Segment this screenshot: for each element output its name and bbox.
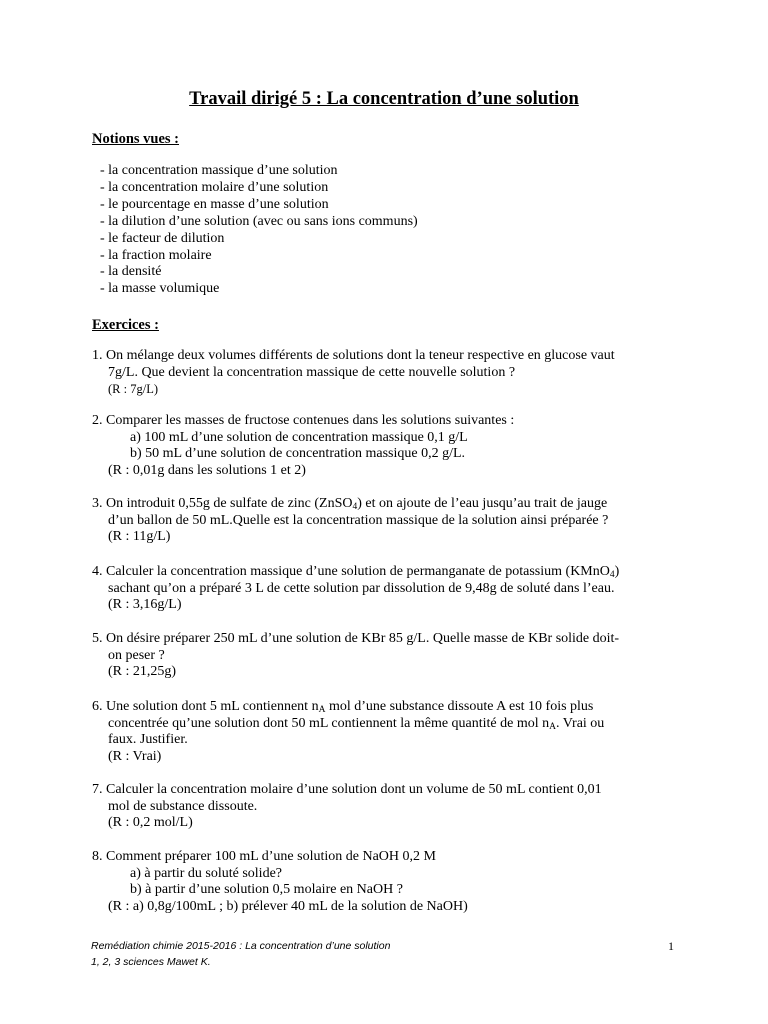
list-item: - le facteur de dilution (100, 230, 225, 246)
exercise-answer: (R : 11g/L) (108, 529, 171, 545)
exercices-heading: Exercices : (92, 317, 159, 333)
exercise-answer: (R : a) 0,8g/100mL ; b) prélever 40 mL de la solution de NaOH) (108, 898, 468, 914)
exercise-1 (92, 348, 682, 398)
exercise-2 (92, 413, 682, 479)
footer-course: Remédiation chimie 2015-2016 : La concentration d’une solution (91, 940, 391, 952)
exercise-option: b) à partir d’une solution 0,5 molaire en NaOH ? (130, 882, 403, 898)
list-item: - la masse volumique (100, 281, 220, 297)
exercise-3 (92, 496, 682, 546)
exercise-text: 4. Calculer la concentration massique d’une solution de permanganate de potassium (KMnO$_4$) (92, 564, 620, 580)
exercise-answer: (R : 21,25g) (108, 664, 177, 680)
page-title: Travail dirigé 5 : La concentration d’une solution (189, 89, 579, 109)
footer-author: 1, 2, 3 sciences Mawet K. (91, 956, 211, 968)
exercise-text: mol de substance dissoute. (108, 798, 258, 814)
exercise-option: b) 50 mL d’une solution de concentration massique 0,2 g/L. (130, 446, 466, 462)
list-item: - la fraction molaire (100, 247, 212, 263)
exercise-5 (92, 631, 682, 681)
exercise-answer: (R : 3,16g/L) (108, 597, 182, 613)
notions-heading: Notions vues : (92, 131, 180, 147)
exercise-text: 7g/L. Que devient la concentration massique de cette nouvelle solution ? (108, 364, 516, 380)
exercise-text: faux. Justifier. (108, 732, 188, 748)
exercise-option: a) à partir du soluté solide? (130, 865, 283, 881)
list-item: - le pourcentage en masse d’une solution (100, 196, 329, 212)
exercise-answer: (R : Vrai) (108, 748, 162, 764)
notions-list (100, 163, 418, 298)
list-item: - la dilution d’une solution (avec ou sans ions communs) (100, 213, 418, 229)
exercise-text: 3. On introduit 0,55g de sulfate de zinc (ZnSO$_4$) et on ajoute de l’eau jusqu’au trait de jauge (92, 496, 608, 512)
page-number: 1 (668, 939, 674, 953)
exercise-text: sachant qu’on a préparé 3 L de cette solution par dissolution de 9,48g de soluté dans l’eau. (108, 580, 615, 596)
exercise-8 (92, 849, 682, 915)
exercise-6 (92, 699, 682, 765)
exercise-option: a) 100 mL d’une solution de concentration massique 0,1 g/L (130, 429, 468, 445)
exercise-text: 1. On mélange deux volumes différents de solutions dont la teneur respective en glucose vaut (92, 348, 615, 363)
exercise-text: 7. Calculer la concentration molaire d’une solution dont un volume de 50 mL contient 0,01 (92, 782, 602, 797)
exercise-text: 5. On désire préparer 250 mL d’une solution de KBr 85 g/L. Quelle masse de KBr solide doit- (92, 631, 620, 646)
list-item: - la concentration molaire d’une solution (100, 179, 329, 195)
exercise-text: d’un ballon de 50 mL.Quelle est la concentration massique de la solution ainsi préparée ? (108, 512, 609, 528)
exercise-text: on peser ? (108, 647, 165, 663)
exercise-4 (92, 564, 682, 614)
exercise-answer: (R : 0,01g dans les solutions 1 et 2) (108, 462, 306, 478)
exercise-7 (92, 782, 682, 832)
list-item: - la concentration massique d’une solution (100, 163, 338, 178)
exercise-text: 8. Comment préparer 100 mL d’une solution de NaOH 0,2 M (92, 849, 436, 864)
exercise-text: 6. Une solution dont 5 mL contiennent $n_A$ mol d’une substance dissoute A est 10 fois plus (92, 699, 594, 715)
page-footer (91, 938, 681, 970)
exercise-text: 2. Comparer les masses de fructose contenues dans les solutions suivantes : (92, 413, 515, 428)
exercise-text: concentrée qu’une solution dont 50 mL contiennent la même quantité de mol $n_A$. Vrai ou (108, 715, 605, 732)
exercise-answer: (R : 7g/L) (108, 382, 158, 397)
list-item: - la densité (100, 264, 162, 280)
exercise-answer: (R : 0,2 mol/L) (108, 815, 193, 831)
